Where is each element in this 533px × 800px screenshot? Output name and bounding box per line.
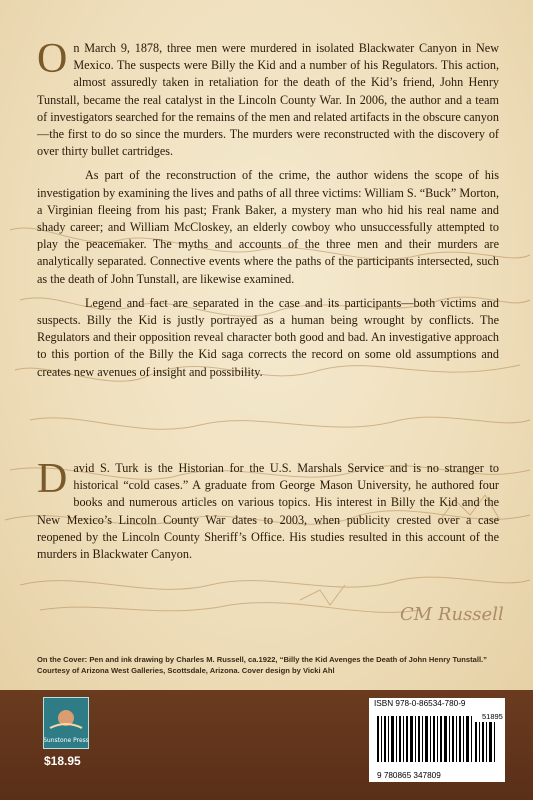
author-bio-text: avid S. Turk is the Historian for the U.S. Marshals Service and is no stranger to historical “cold cases.” A graduate from George Mason University, he authored four books and numerous articles on various topics. His interest in Billy the Kid and the New Mexico’s Lincoln County War dates to 2003, when publicity crested over a case reopened by the Lincoln County Sheriff’s Office. His studies resulted in this account of the murders in Blackwater Canyon.: [37, 461, 499, 562]
artist-signature: CM Russell: [400, 604, 504, 625]
publisher-name: Sunstone Press: [44, 737, 88, 744]
barcode-icon: [369, 698, 505, 782]
dropcap-d: D: [37, 456, 68, 502]
author-bio-block: [37, 456, 499, 563]
price-code: 51895: [482, 712, 503, 721]
isbn-top: ISBN 978-0-86534-780-9: [374, 699, 466, 708]
barcode-box: [369, 698, 505, 782]
paragraph-2: As part of the reconstruction of the crime, the author widens the scope of his investigation by examining the lives and paths of all three victims: William S. “Buck” Morton, a Virginian fleeing from his past; Frank Baker, a mystery man who hid his real name and shady career; and William McCloskey, an elderly cowboy who unsuccessfully attempted to play the peacemaker. The myths and accounts of the three men and their murders are analytically separated. Connective events where the paths of the participants intersected, such as the death of John Tunstall, are likewise examined.: [37, 168, 499, 286]
price: $18.95: [44, 754, 81, 768]
paragraph-1-text: n March 9, 1878, three men were murdered in isolated Blackwater Canyon in New Mexico. The suspects were Billy the Kid and a number of his Regulators. This action, almost assuredly taken in retaliation for the death of the Kid’s friend, John Henry Tunstall, became the real catalyst in the Lincoln County War. In 2006, the author and a team of investigators searched for the remains of the men and related artifacts in the obscure canyon—the first to do so since the murders. The murders were reconstructed with the discovery of over thirty bullet cartridges.: [37, 41, 499, 159]
description-block: [37, 36, 499, 381]
sun-logo-icon: [44, 698, 88, 748]
isbn-bottom: 9 780865 347809: [377, 771, 441, 780]
paragraph-3: Legend and fact are separated in the case and its participants—both victims and suspects. Billy the Kid is justly portrayed as a human being wrought by conflicts. The Regulators and their opposition reveal character both good and bad. An investigative approach to this portion of the Billy the Kid saga corrects the record on some old assumptions and creates new avenues of insight and possibility.: [37, 295, 499, 379]
author-bio: [37, 456, 499, 563]
cover-credit: On the Cover: Pen and ink drawing by Charles M. Russell, ca.1922, “Billy the Kid Avenges the Death of John Henry Tunstall.” Courtesy of Arizona West Galleries, Scottsdale, Arizona. Cover design by Vicki Ahl: [37, 655, 487, 675]
paragraph-1: [37, 36, 499, 160]
publisher-logo: [43, 697, 89, 749]
dropcap-o: O: [37, 36, 68, 82]
